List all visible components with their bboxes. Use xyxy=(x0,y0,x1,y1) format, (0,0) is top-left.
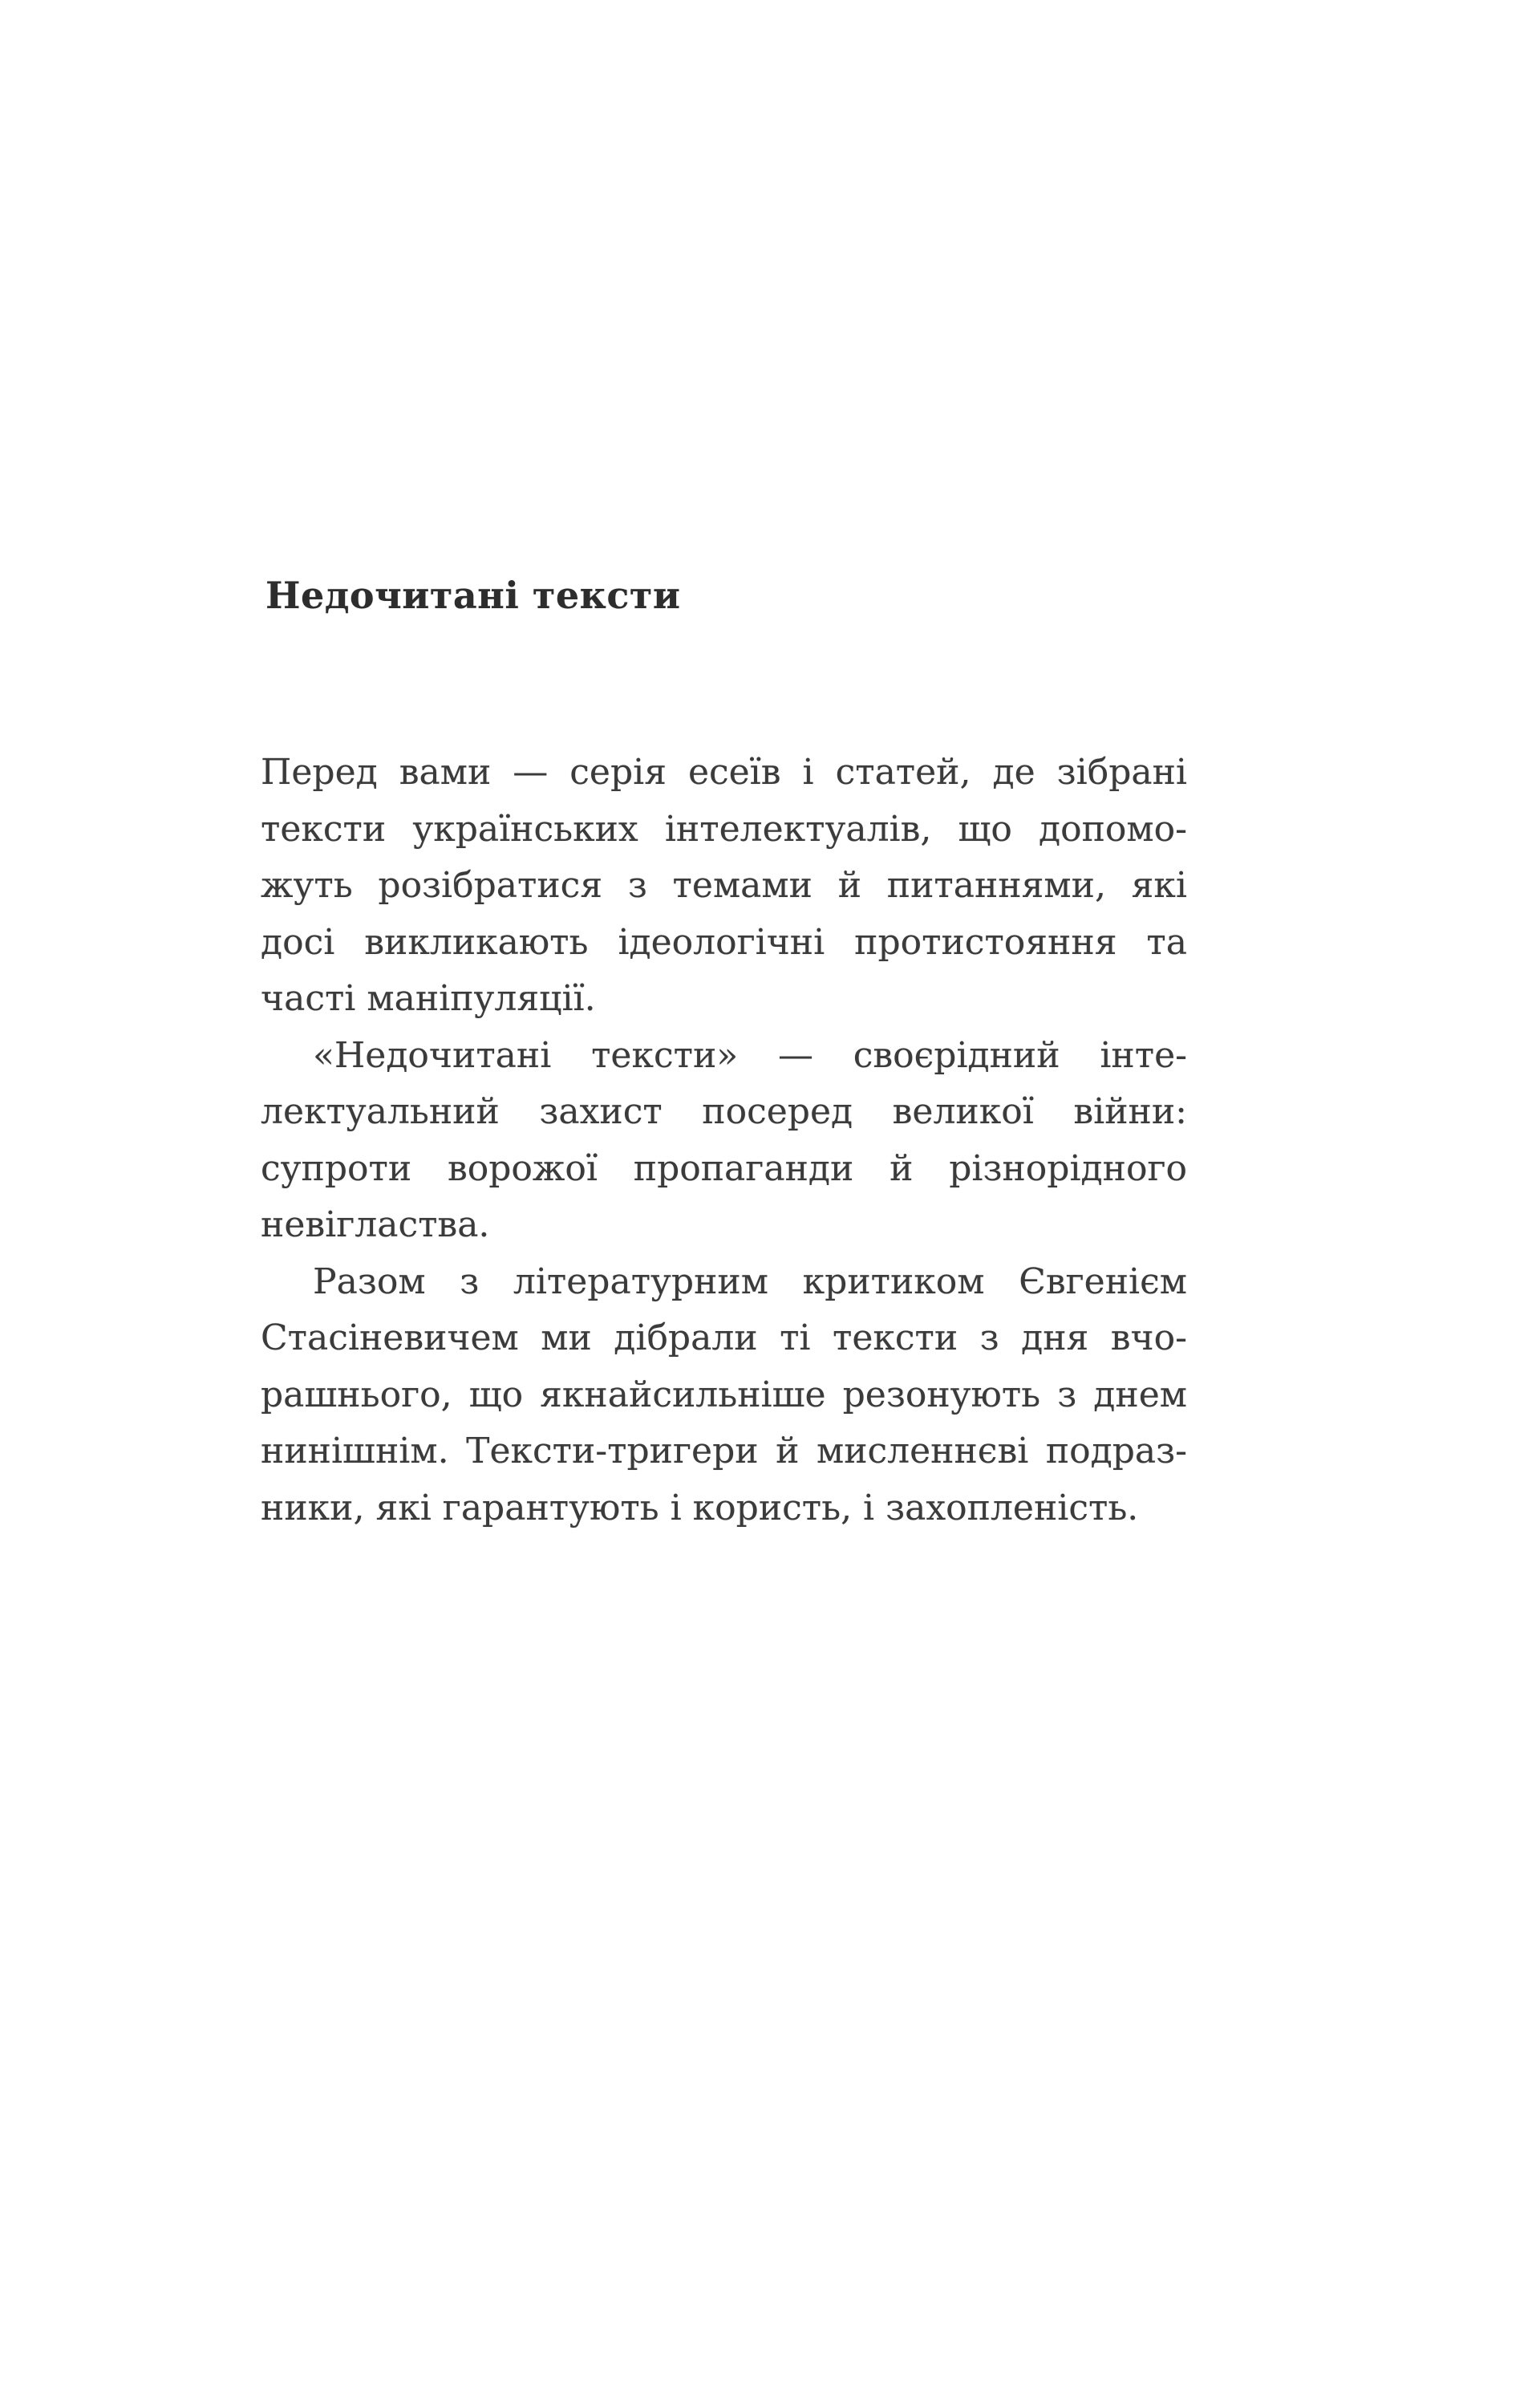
text-line: Стасіневичем ми дібрали ті тексти з дня вчо- xyxy=(261,1317,1187,1358)
text-line: жуть розібратися з темами й питаннями, які xyxy=(261,865,1187,906)
text-line: досі викликають ідеологічні протистояння та xyxy=(261,921,1187,963)
page-title: Недочитані тексти xyxy=(265,574,681,617)
text-line: ники, які гарантують і користь, і захопленість. xyxy=(261,1487,1139,1528)
text-line: супроти ворожої пропаганди й різнорідного xyxy=(261,1147,1187,1189)
paragraph xyxy=(261,1028,1187,1254)
paragraph xyxy=(261,745,1187,1028)
text-line: Перед вами — серія есеїв і статей, де зібрані xyxy=(261,752,1187,793)
text-line: рашнього, що якнайсильніше резонують з днем xyxy=(261,1374,1187,1415)
paragraph xyxy=(261,1254,1187,1537)
text-line: Разом з літературним критиком Євгенієм xyxy=(313,1260,1187,1302)
body-text xyxy=(261,745,1187,1536)
text-line: часті маніпуляції. xyxy=(261,978,596,1019)
text-line: «Недочитані тексти» — своєрідний інте- xyxy=(313,1034,1187,1076)
text-line: нинішнім. Тексти-тригери й мисленнєві подраз- xyxy=(261,1431,1187,1471)
text-line: лектуальний захист посеред великої війни: xyxy=(261,1091,1187,1132)
text-line: невігластва. xyxy=(261,1204,490,1245)
text-line: тексти українських інтелектуалів, що допомо- xyxy=(261,808,1187,850)
